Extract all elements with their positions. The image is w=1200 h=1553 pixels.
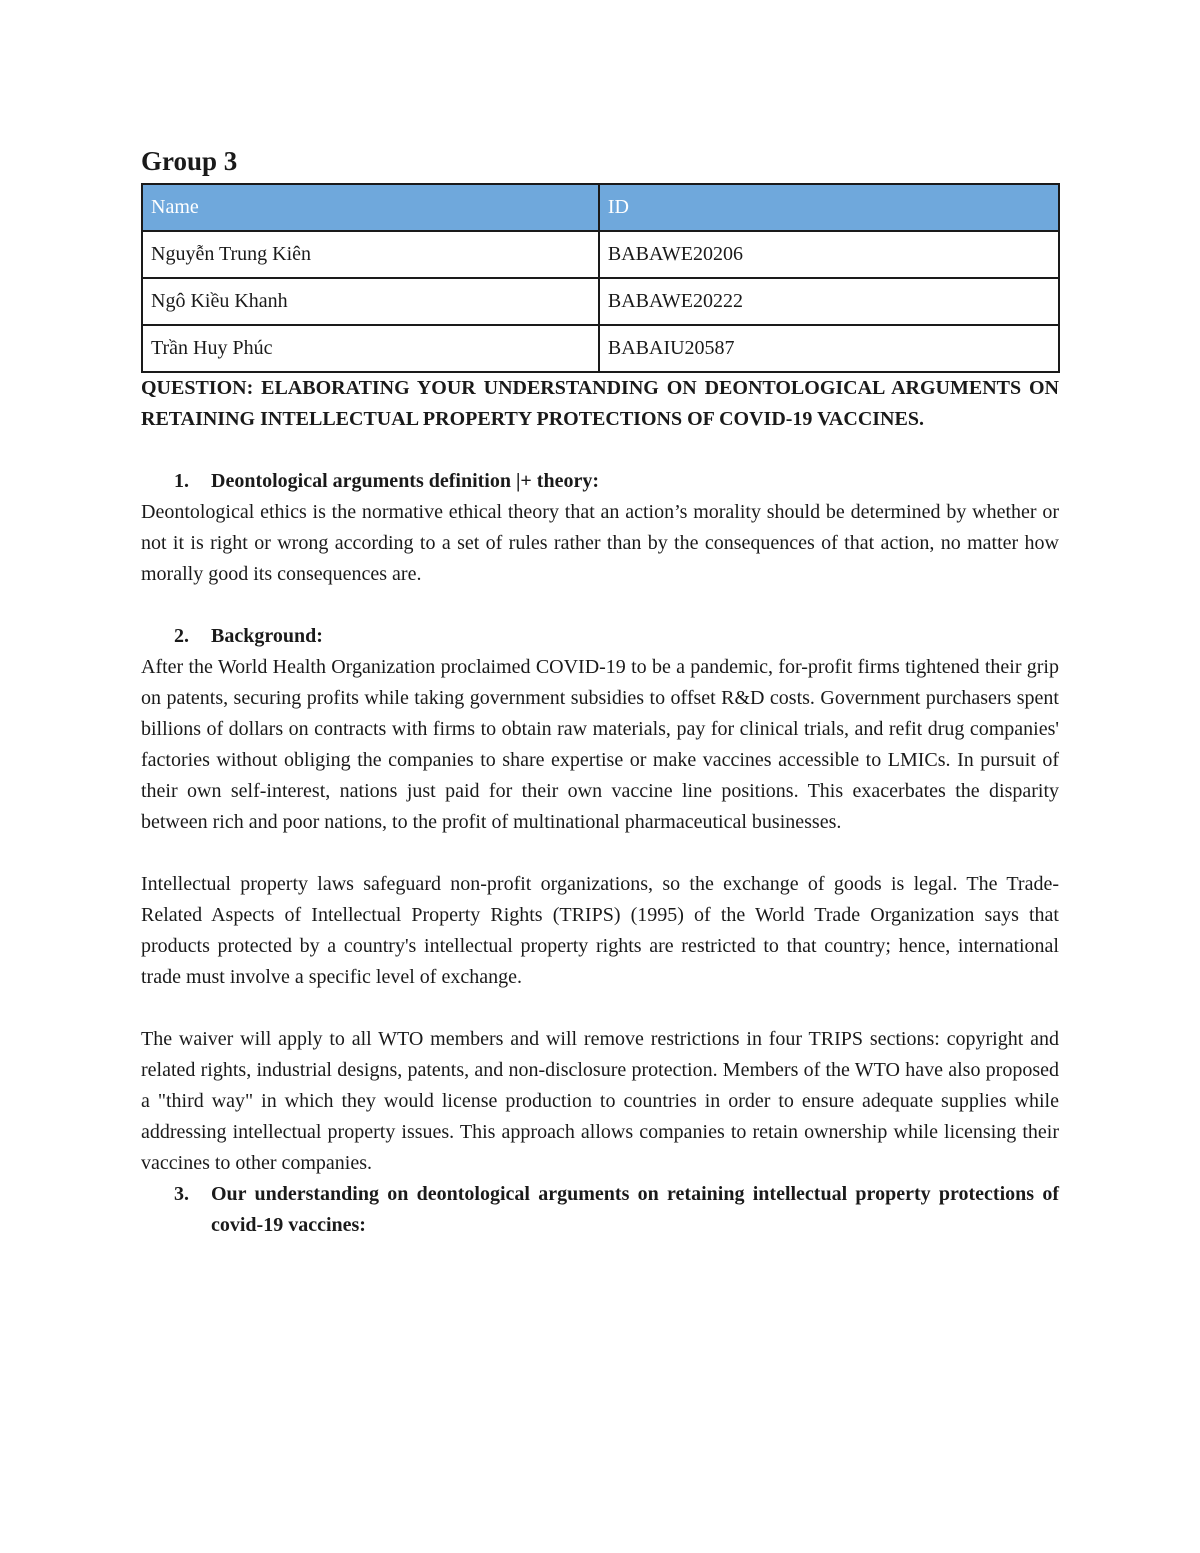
section-3-heading: [141, 1179, 1059, 1241]
table-header-row: [142, 184, 1059, 231]
table-row: [142, 278, 1059, 325]
section-title: Background:: [211, 625, 323, 647]
member-id: BABAIU20587: [599, 325, 1059, 372]
member-name: Ngô Kiều Khanh: [142, 278, 599, 325]
section-title: Our understanding on deontological arguments on retaining intellectual property protections of covid-19 vaccines:: [211, 1183, 1059, 1236]
header-id: ID: [599, 184, 1059, 231]
section-2-paragraph: Intellectual property laws safeguard non-profit organizations, so the exchange of goods is legal. The Trade-Related Aspects of Intellectual Property Rights (TRIPS) (1995) of the World Trade Organization says that products protected by a country's intellectual property rights are restricted to that country; hence, international trade must involve a specific level of exchange.: [141, 873, 1059, 988]
member-name: Nguyễn Trung Kiên: [142, 231, 599, 278]
section-2-paragraph: The waiver will apply to all WTO members and will remove restrictions in four TRIPS sections: copyright and related rights, industrial designs, patents, and non-disclosure protection. Members of the WTO have also proposed a "third way" in which they would license production to countries in order to ensure adequate supplies while addressing intellectual property issues. This approach allows companies to retain ownership while licensing their vaccines to other companies.: [141, 1028, 1059, 1174]
table-row: [142, 325, 1059, 372]
section-title: Deontological arguments definition |+ theory:: [211, 470, 599, 492]
section-2-paragraph: After the World Health Organization proclaimed COVID-19 to be a pandemic, for-profit firms tightened their grip on patents, securing profits while taking government subsidies to offset R&D costs. Government purchasers spent billions of dollars on contracts with firms to obtain raw materials, pay for clinical trials, and refit drug companies' factories without obliging the companies to share expertise or make vaccines accessible to LMICs. In pursuit of their own self-interest, nations just paid for their own vaccine line positions. This exacerbates the disparity between rich and poor nations, to the profit of multinational pharmaceutical businesses.: [141, 656, 1059, 833]
member-name: Trần Huy Phúc: [142, 325, 599, 372]
member-id: BABAWE20222: [599, 278, 1059, 325]
question-heading: QUESTION: ELABORATING YOUR UNDERSTANDING ON DEONTOLOGICAL ARGUMENTS ON RETAINING INTELLECTUAL PROPERTY PROTECTIONS OF COVID-19 VACCINES.: [141, 377, 1059, 430]
section-number: 2.: [174, 625, 189, 647]
section-1-heading: [141, 466, 1059, 497]
members-table: [141, 183, 1060, 373]
section-number: 3.: [174, 1183, 189, 1205]
group-title: Group 3: [141, 146, 238, 176]
section-2-heading: [141, 621, 1059, 652]
document-page: [141, 140, 1059, 1241]
section-1-paragraph: Deontological ethics is the normative ethical theory that an action’s morality should be determined by whether or not it is right or wrong according to a set of rules rather than by the consequences of that action, no matter how morally good its consequences are.: [141, 501, 1059, 585]
header-name: Name: [142, 184, 599, 231]
member-id: BABAWE20206: [599, 231, 1059, 278]
table-row: [142, 231, 1059, 278]
section-number: 1.: [174, 470, 189, 492]
